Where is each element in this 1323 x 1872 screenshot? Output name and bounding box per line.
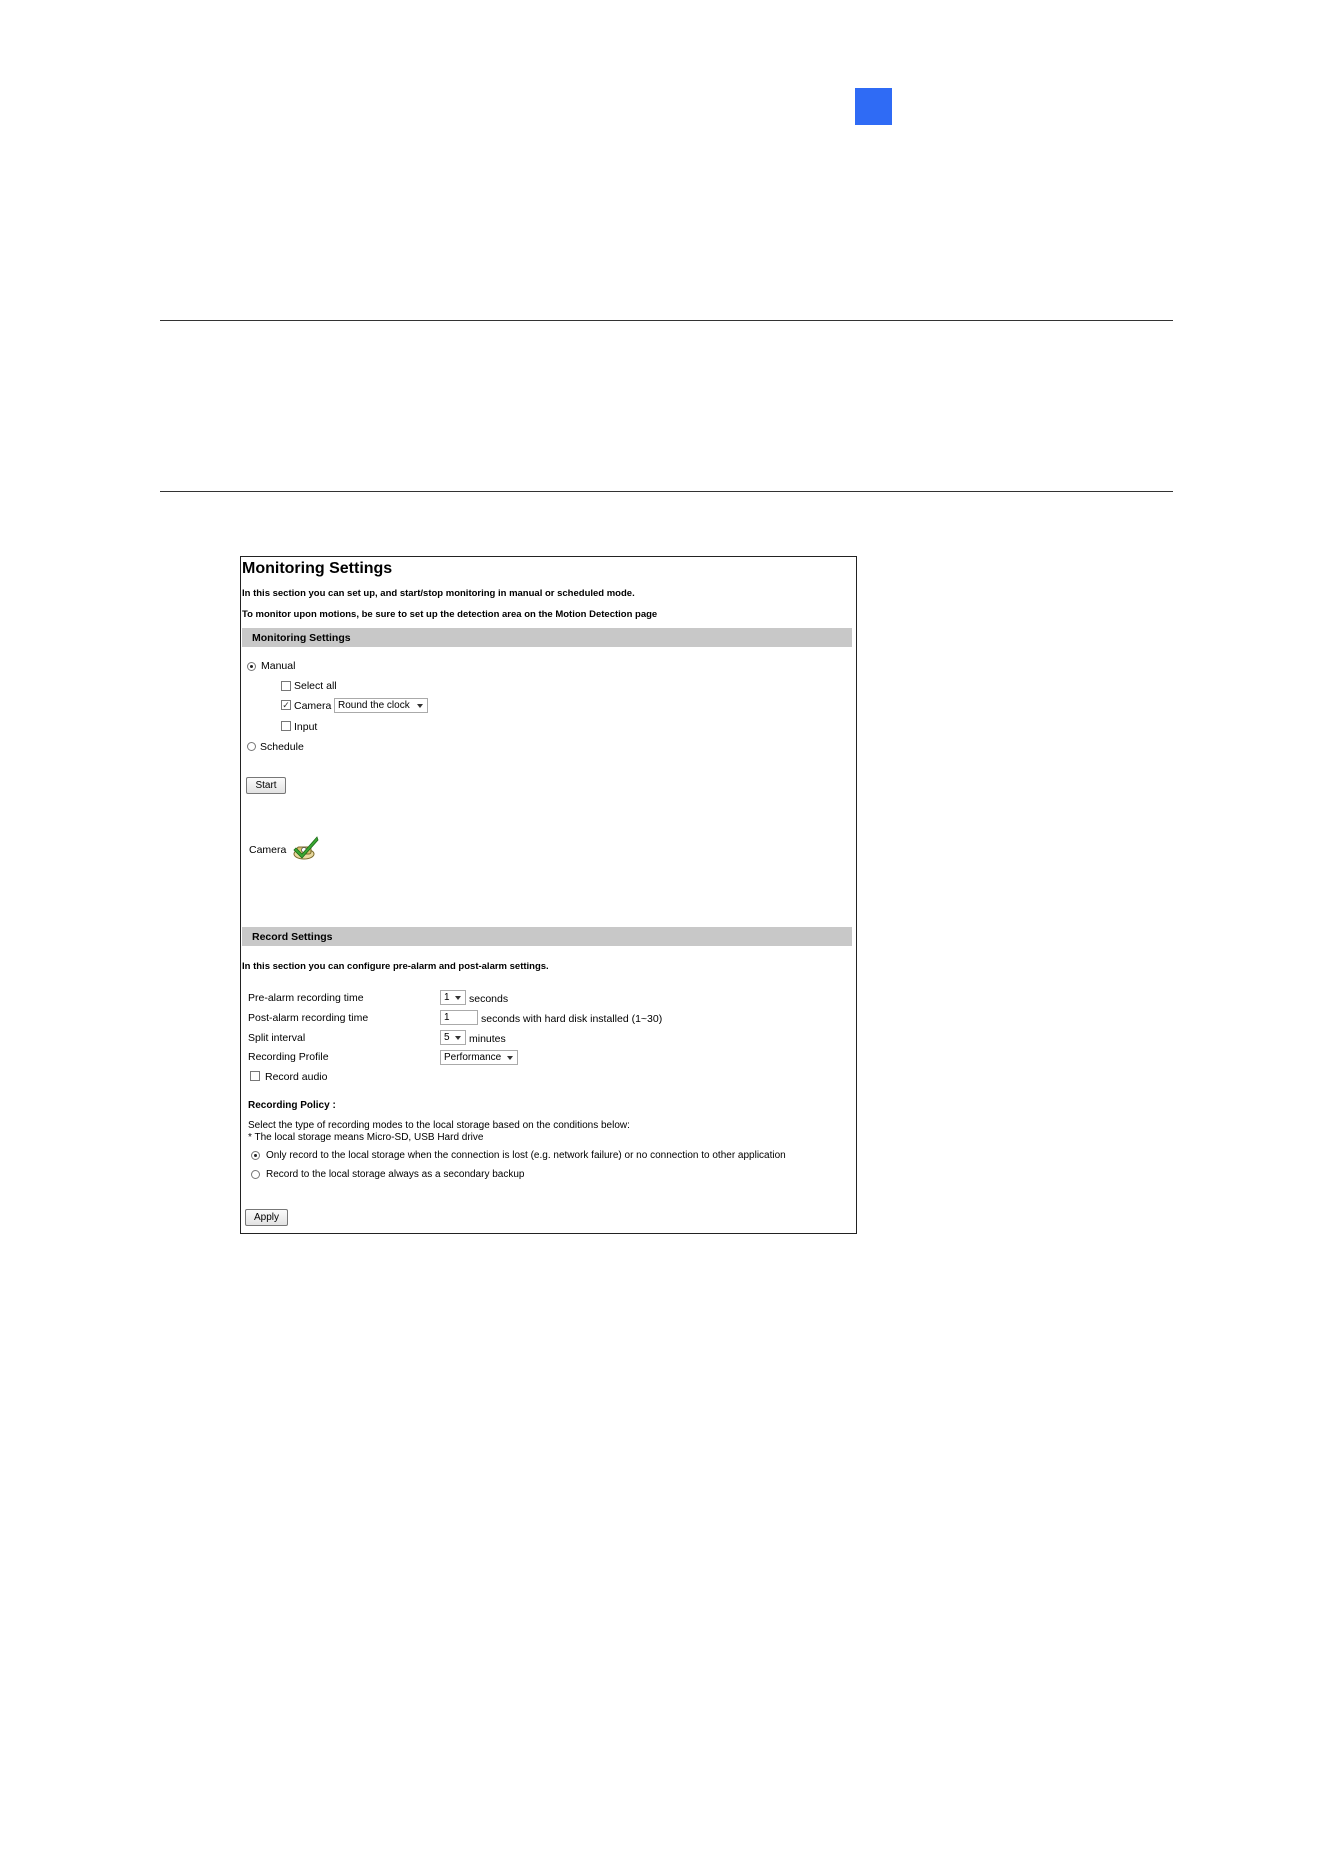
pre-alarm-unit: seconds	[469, 993, 509, 1005]
pre-alarm-label: Pre-alarm recording time	[248, 992, 364, 1004]
apply-button[interactable]: Apply	[245, 1209, 288, 1226]
schedule-radio[interactable]	[247, 742, 256, 751]
policy-option-1-label: Only record to the local storage when the connection is lost (e.g. network failure) or no connection to other application	[266, 1150, 786, 1161]
manual-label: Manual	[261, 660, 296, 672]
policy-option-2-radio[interactable]	[251, 1170, 260, 1179]
post-alarm-input[interactable]	[440, 1010, 478, 1025]
select-all-checkbox[interactable]	[281, 681, 291, 691]
monitoring-settings-screenshot	[240, 556, 857, 1234]
camera-monitoring-check-icon	[292, 834, 320, 862]
monitoring-section-title: Monitoring Settings	[252, 632, 351, 644]
policy-option-2-label: Record to the local storage always as a secondary backup	[266, 1169, 525, 1180]
split-interval-select[interactable]	[440, 1030, 466, 1045]
post-alarm-label: Post-alarm recording time	[248, 1012, 369, 1024]
intro-text-1: In this section you can set up, and start/stop monitoring in manual or scheduled mode.	[242, 588, 635, 599]
recording-policy-title: Recording Policy :	[248, 1100, 336, 1111]
record-section-header	[242, 927, 852, 946]
schedule-label: Schedule	[260, 741, 304, 753]
chevron-down-icon	[507, 1056, 513, 1060]
recording-profile-select[interactable]	[440, 1050, 518, 1065]
bottom-divider	[160, 491, 1173, 492]
post-alarm-value: 1	[444, 1012, 450, 1023]
intro-text-2: To monitor upon motions, be sure to set up the detection area on the Motion Detection page	[242, 609, 658, 620]
split-interval-value: 5	[444, 1032, 450, 1043]
recording-policy-desc-1: Select the type of recording modes to the local storage based on the conditions below:	[248, 1120, 630, 1131]
record-section-title: Record Settings	[252, 931, 333, 943]
input-label: Input	[294, 721, 318, 733]
chevron-down-icon	[455, 996, 461, 1000]
post-alarm-unit: seconds with hard disk installed (1~30)	[481, 1013, 663, 1025]
camera-mode-value: Round the clock	[338, 700, 410, 711]
top-divider	[160, 320, 1173, 321]
recording-profile-value: Performance	[444, 1052, 502, 1063]
monitoring-section-header	[242, 628, 852, 647]
pre-alarm-select[interactable]	[440, 990, 466, 1005]
start-button[interactable]: Start	[246, 777, 286, 794]
recording-profile-label: Recording Profile	[248, 1051, 329, 1063]
camera-status-label: Camera	[249, 844, 287, 856]
camera-mode-select[interactable]	[334, 698, 428, 713]
record-audio-label: Record audio	[265, 1071, 328, 1083]
pre-alarm-value: 1	[444, 992, 450, 1003]
chapter-tab-marker	[855, 88, 892, 125]
manual-radio[interactable]	[247, 662, 256, 671]
chevron-down-icon	[455, 1036, 461, 1040]
recording-policy-desc-2: * The local storage means Micro-SD, USB Hard drive	[248, 1132, 484, 1143]
policy-option-1-radio[interactable]	[251, 1151, 260, 1160]
page-title: Monitoring Settings	[242, 560, 393, 577]
record-intro: In this section you can configure pre-alarm and post-alarm settings.	[242, 961, 549, 972]
chevron-down-icon	[417, 704, 423, 708]
input-checkbox[interactable]	[281, 721, 291, 731]
camera-checkbox[interactable]: ✓	[282, 700, 290, 710]
record-audio-checkbox[interactable]	[250, 1071, 260, 1081]
split-interval-unit: minutes	[469, 1033, 506, 1045]
camera-label: Camera	[294, 700, 332, 712]
select-all-label: Select all	[294, 680, 337, 692]
split-interval-label: Split interval	[248, 1032, 306, 1044]
